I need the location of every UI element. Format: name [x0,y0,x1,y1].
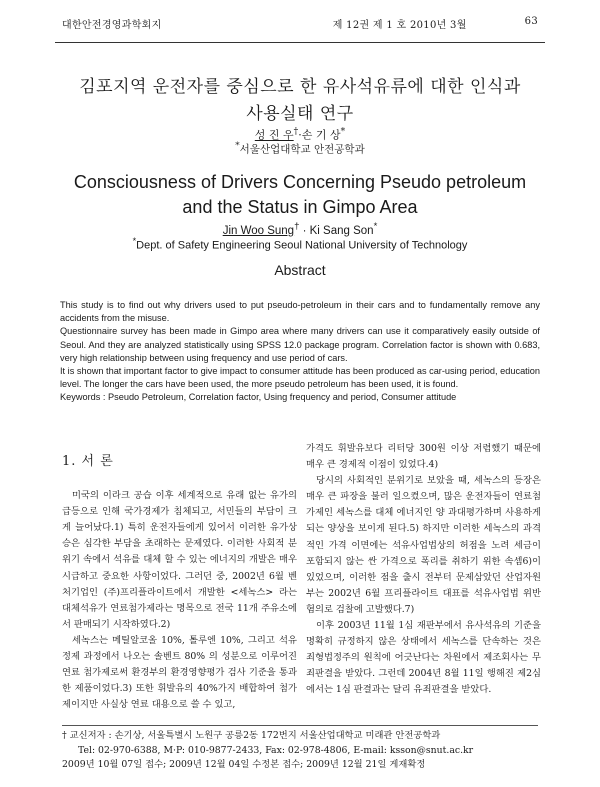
volume-info: 제 12권 제 1 호 2010년 3월 [332,20,467,31]
body-paragraph: 세녹스는 메틸알코올 10%, 톨루엔 10%, 그리고 석유정제 과정에서 나오는 솔벤트 80% 의 성분으로 이루어진 연료 첨가제로써 환경부의 환경영향평가 검사 기준을 통과한 제품이었다.3) 또한 휘발유의 40%가지 배합하여 첨가제이지만 사실상 연료 대용으로 쓸 수 있고, [62,634,297,711]
running-header [62,16,538,31]
body-paragraph: 당시의 사회적인 분위기로 보았을 때, 세녹스의 등장은 매우 큰 파장을 불러 일으켰으며, 많은 운전자들이 연료첨가제인 세녹스를 대체 에너지인 양 과대평가하며 사용하게 되는 양상을 보이게 된다.5) 하지만 이러한 세녹스의 과격적인 가격 이면에는 석유사업법상의 허점을 노려 세금이 포함되지 않는 싼 가격으로 폭리를 취하기 위한 속셈6)이 있었으며, 이러한 점을 출시 전부터 문제삼았던 산업자원부는 2002년 6월 프리플라이트 대표를 석유사업법 위반 혐의로 검찰에 고발했다.7) [306,475,541,615]
abstract-paragraph-2: Questionnaire survey has been made in Gimpo area where many drivers can use it comparatively easily outside of Seoul. And they are analyzed statistically using SPSS 12.0 package program. Correlation factor is shown with 0.683, very high relationship between using frequency and use period of cars. [60,326,540,363]
body-right-column [306,441,541,699]
english-dagger: † [294,221,300,232]
footnote-corresponding-author: † 교신저자 : 손기상, 서울특별시 노원구 공릉2동 172번지 서울산업대학교 미래관 안전공학과 [62,730,441,741]
korean-author-1: 성 진 우 [254,128,294,142]
body-paragraph: 가격도 휘발유보다 리터당 300원 이상 저렴했기 때문에 매우 큰 경제적 이점이 있었다.4) [306,443,541,471]
body-left-column [62,450,297,713]
english-author-2-star: * [373,221,378,232]
abstract-body [60,299,540,405]
english-author-2: Ki Sang Son [309,224,374,237]
korean-affiliation-text: 서울산업대학교 안전공학과 [239,143,365,156]
korean-author-sep: · [298,128,302,142]
english-title-line2: and the Status in Gimpo Area [182,197,418,217]
english-affiliation-text: Dept. of Safety Engineering Seoul National University of Technology [136,239,468,252]
english-authors [0,221,600,237]
korean-title-line1: 김포지역 운전자를 중심으로 한 유사석유류에 대한 인식과 [79,77,521,97]
journal-name: 대한안전경영과학회지 [62,20,162,31]
abstract-heading: Abstract [274,262,326,278]
korean-affiliation-star: * [235,141,240,151]
english-author-1: Jin Woo Sung [222,224,295,237]
korean-author-2: 손 기 상 [301,128,341,142]
abstract-paragraph-3: It is shown that important factor to give impact to consumer attitude has been produced as car-using period, education level. The longer the cars have been used, the more pseudo petroleum has been used, it is found. [60,366,540,390]
header-rule [55,42,545,43]
footnote-contact: Tel: 02-970-6388, M·P: 010-9877-2433, Fax: 02-978-4806, E-mail: ksson@snut.ac.kr [78,744,474,756]
section-heading-introduction: 1. 서 론 [62,454,114,469]
body-paragraph: 이후 2003년 11월 1심 재판부에서 유사석유의 기준을 명확히 규정하지 않은 상태에서 세녹스를 단속하는 것은 죄형법정주의 원칙에 어긋난다는 차원에서 제조회사는 무죄판결을 받았다. 그런데 2004년 8월 11일 행해진 제2심에서는 1심 판결과는 달리 유죄판결을 받았다. [306,620,541,696]
footnote-dates: 2009년 10월 07일 접수; 2009년 12월 04일 수정본 접수; 2009년 12월 21일 게재확정 [62,759,426,770]
footnote-rule [62,725,538,726]
korean-author-2-star: * [340,126,346,137]
abstract-paragraph-1: This study is to find out why drivers used to put pseudo-petroleum in their cars and to fundamentally remove any accidents from the misuse. [60,300,540,324]
korean-title [60,74,540,128]
footnote [62,729,560,773]
korean-affiliation [0,141,600,157]
korean-dagger: † [293,126,299,137]
page-number: 63 [524,16,538,27]
english-author-sep: · [299,224,310,237]
keywords: Keywords : Pseudo Petroleum, Correlation factor, Using frequency and period, Consumer attitude [60,392,457,403]
english-affiliation [0,236,600,252]
english-title-line1: Consciousness of Drivers Concerning Pseudo petroleum [73,172,527,192]
korean-title-line2: 사용실태 연구 [246,104,354,124]
english-affiliation-star: * [132,236,137,246]
english-title [40,170,560,220]
body-paragraph: 미국의 이라크 공습 이후 세계적으로 유래 없는 유가의 급등으로 인해 국가경제가 침체되고, 서민들의 부담이 크게 늘어났다.1) 특히 운전자들에게 있어서 이러한 유가상승은 심각한 부담을 초래하는 문제였다. 이러한 사회적 분위기 속에서 석유를 대체 할 수 있는 에너지의 개발은 매우 시급하고 중요한 사항이었다. 그러던 중, 2002년 6월 벤처기업인 (주)프리플라이트에서 개발한 <세녹스> 라는 대체석유가 연료첨가제라는 명목으로 전국 11개 주유소에서 판매되기 시작하였다.2) [62,490,297,630]
